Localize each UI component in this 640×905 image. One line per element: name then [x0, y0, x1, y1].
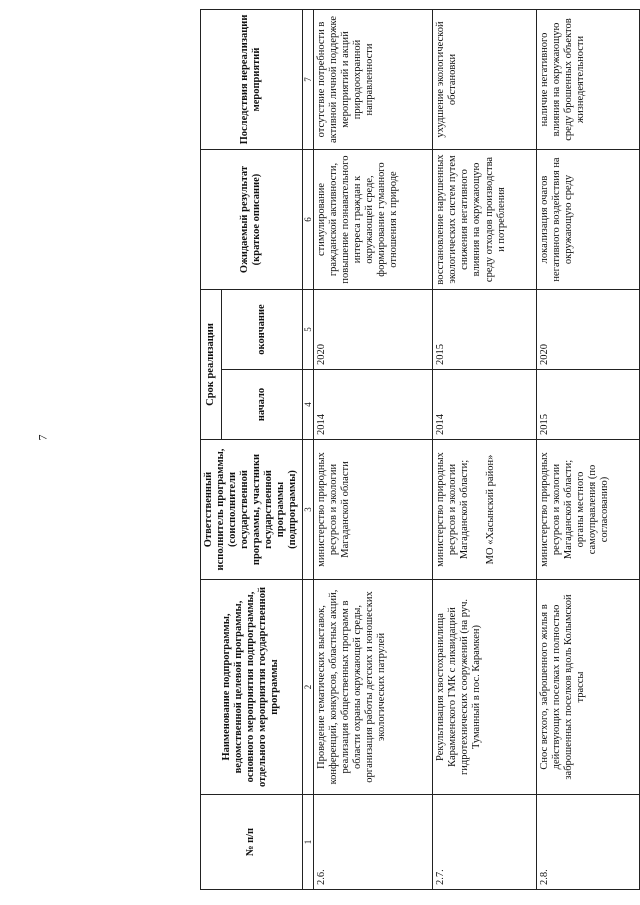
row-name: Рекультивация хвостохранилища Карамкенского ГМК с ликвидацией гидротехнических сооружений (на руч. Туманный в пос. Карамкен)	[433, 580, 536, 795]
row-end: 2020	[536, 290, 639, 370]
col-num-5: 5	[302, 290, 313, 370]
row-consequences: отсутствие потребности в активной личной поддержке мероприятий и акций природоохранной направленности	[313, 10, 432, 150]
row-num: 2.8.	[536, 795, 639, 890]
row-start: 2014	[313, 370, 432, 440]
row-result: стимулирование гражданской активности, повышение познавательного интереса граждан к окружающей среде, формирование гуманного отношения к природе	[313, 150, 432, 290]
row-start: 2015	[536, 370, 639, 440]
row-end: 2015	[433, 290, 536, 370]
col-num-1: 1	[302, 795, 313, 890]
column-number-row	[302, 10, 313, 890]
row-responsible: министерство природных ресурсов и экологии Магаданской области; органы местного самоуправления (по согласованию)	[536, 440, 639, 580]
row-consequences: наличие негативного влияния на окружающую среду брошенных объектов жизнедеятельности	[536, 10, 639, 150]
row-responsible	[433, 440, 536, 580]
header-end: окончание	[222, 290, 302, 370]
header-period: Срок реализации	[201, 290, 222, 440]
table-row	[313, 10, 432, 890]
header-start: начало	[222, 370, 302, 440]
row-num: 2.7.	[433, 795, 536, 890]
events-table	[200, 9, 640, 890]
col-num-6: 6	[302, 150, 313, 290]
rotated-table-sheet	[200, 10, 640, 890]
col-num-3: 3	[302, 440, 313, 580]
header-responsible: Ответственный исполнитель программы, (соисполнители государственной программы, участники государственной программы (подпрограммы)	[201, 440, 303, 580]
row-start: 2014	[433, 370, 536, 440]
row-result: восстановление нарушенных экологических систем путем снижения негативного влияния на окружающую среду отходов производства и потребления	[433, 150, 536, 290]
row-responsible: министерство природных ресурсов и экологии Магаданской области	[313, 440, 432, 580]
row-name: Снос ветхого, заброшенного жилья в действующих поселках и полностью заброшенных поселков вдоль Колымской трассы	[536, 580, 639, 795]
row-responsible-main: министерство природных ресурсов и экологии Магаданской области;	[435, 452, 471, 567]
row-consequences: ухудшение экологической обстановки	[433, 10, 536, 150]
row-name: Проведение тематических выставок, конференций, конкурсов, областных акций, реализация общественных программ в области охраны окружающей среды, организация работы детских и юношеских экологических патрулей	[313, 580, 432, 795]
header-name: Наименование подпрограммы, ведомственной целевой программы, основного мероприятия подпрограммы, отдельного мероприятия государственной программы	[201, 580, 303, 795]
col-num-4: 4	[302, 370, 313, 440]
header-result: Ожидаемый результат (краткое описание)	[201, 150, 303, 290]
table-row	[536, 10, 639, 890]
table-row	[433, 10, 536, 890]
col-num-2: 2	[302, 580, 313, 795]
row-end: 2020	[313, 290, 432, 370]
row-responsible-extra: МО «Хасынский район»	[485, 454, 497, 565]
header-num: № п/п	[201, 795, 303, 890]
row-num: 2.6.	[313, 795, 432, 890]
col-num-7: 7	[302, 10, 313, 150]
page-number: 7	[35, 434, 50, 441]
row-result: локализация очагов негативного воздействия на окружающую среду	[536, 150, 639, 290]
header-consequences: Последствия нереализации мероприятий	[201, 10, 303, 150]
